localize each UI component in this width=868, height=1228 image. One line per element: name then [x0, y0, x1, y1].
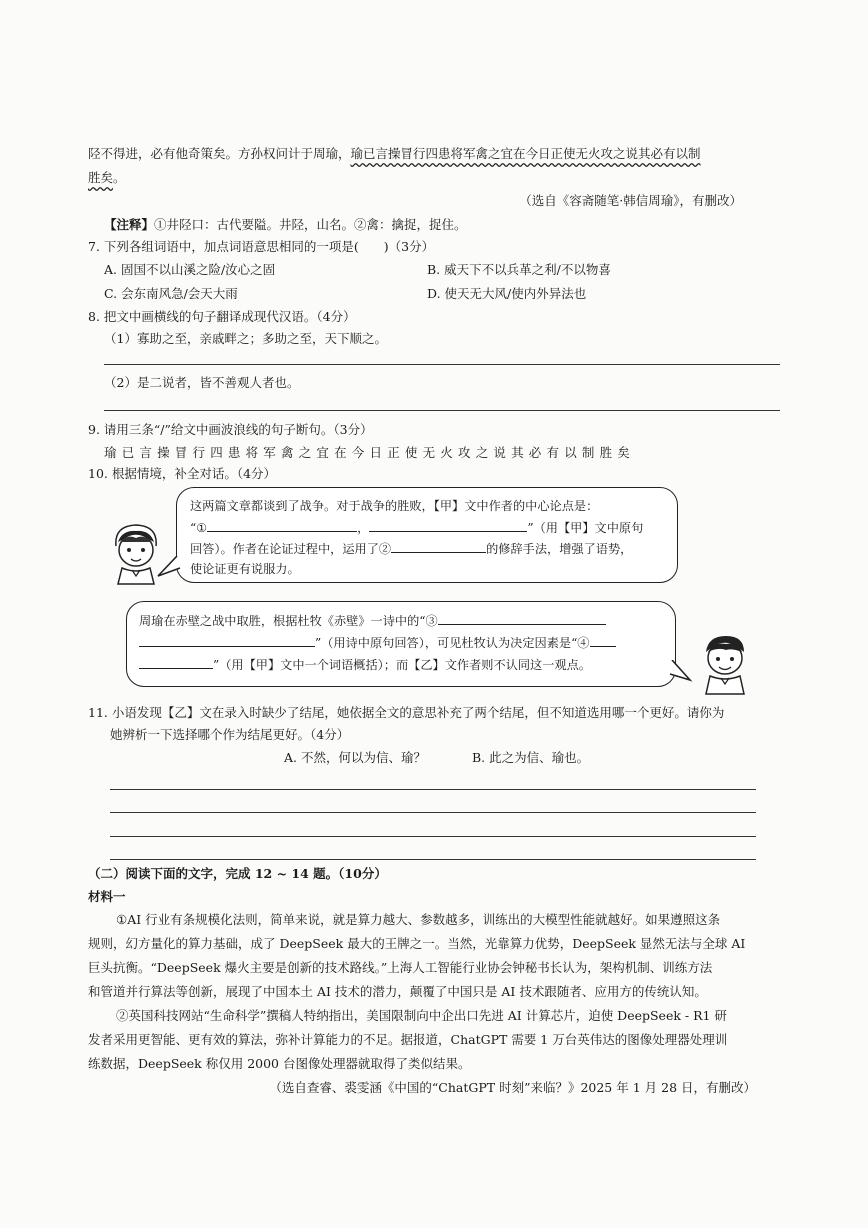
- material-one-label: 材料一: [88, 889, 126, 904]
- bubble1-rhetoric-prompt: 回答）。作者在论证过程中，运用了②: [190, 542, 392, 556]
- answer-blank-3b[interactable]: [139, 634, 315, 647]
- q11-answer-line-2: [110, 812, 756, 813]
- bubble1-line-4: 使论证更有说服力。: [190, 562, 300, 576]
- answer-blank-3a[interactable]: [438, 612, 606, 625]
- bubble2-line-3: [139, 656, 591, 673]
- bubble1-comma: ，: [357, 521, 370, 535]
- q8-answer-line-1: [104, 364, 780, 365]
- q9-sentence: 瑜已言操冒行四患将军禽之宜在今日正使无火攻之说其必有以制胜矣: [104, 445, 636, 460]
- bubble2-tail: [668, 660, 694, 684]
- bubble1-rhetoric-tail: 的修辞手法，增强了语势，: [486, 542, 633, 556]
- q7-option-d: D. 使天无大风/使内外异法也: [427, 286, 587, 301]
- bubble1-line-3: [190, 540, 632, 557]
- bubble2-conclusion: ”（用【甲】文中一个词语概括）；而【乙】文作者则不认同这一观点。: [213, 658, 591, 672]
- dialogue-bubble-2: [126, 601, 676, 687]
- passage-source: （选自《容斋随笔·韩信周瑜》，有删改）: [519, 193, 742, 208]
- q7-option-b: B. 威天下不以兵革之利/不以物喜: [427, 262, 611, 277]
- material-p2-line-2: 发者采用更智能、更有效的算法，弥补计算能力的不足。据报道，ChatGPT 需要 1 万台英伟达的图像处理器处理训: [88, 1032, 728, 1047]
- answer-blank-1a[interactable]: [207, 519, 357, 532]
- bubble1-quote-open: “①: [190, 521, 208, 535]
- q11-option-a: A. 不然，何以为信、瑜？: [284, 750, 426, 765]
- q9-stem: 9. 请用三条“/”给文中画波浪线的句子断句。（3分）: [88, 422, 373, 437]
- q11-option-b: B. 此之为信、瑜也。: [472, 750, 590, 765]
- bubble1-line-1: 这两篇文章都谈到了战争。对于战争的胜败，【甲】文中作者的中心论点是：: [190, 499, 599, 513]
- boy-student-icon: [108, 520, 164, 586]
- dialogue-bubble-1: [176, 487, 678, 583]
- q11-stem-line-1: 11. 小语发现【乙】文在录入时缺少了结尾，她依据全文的意思补充了两个结尾，但不知道选用哪一个更好。请你为: [88, 705, 725, 720]
- material-p1-line-4: 和管道并行算法等创新，展现了中国本土 AI 技术的潜力，颠覆了中国只是 AI 技术跟随者、应用方的传统认知。: [88, 984, 707, 999]
- material-p1-line-2: 规则，幻方量化的算力基础，成了 DeepSeek 最大的王牌之一。当然，光靠算力优势，DeepSeek 显然无法与全球 AI: [88, 936, 746, 951]
- q11-answer-line-4: [110, 859, 756, 860]
- q7-option-a: A. 固国不以山溪之险/汝心之固: [104, 262, 276, 277]
- q8-stem: 8. 把文中画横线的句子翻译成现代汉语。（4分）: [88, 309, 356, 324]
- bubble2-line-2: [139, 634, 616, 651]
- answer-blank-4b[interactable]: [139, 656, 213, 669]
- q8-sentence-1: （1）寡助之至，亲戚畔之；多助之至，天下顺之。: [104, 331, 387, 346]
- notes-text: ①井陉口：古代要隘。井陉，山名。②禽：擒捉，捉住。: [154, 217, 467, 232]
- notes: [104, 217, 467, 234]
- q11-stem-line-2: 她辨析一下选择哪个作为结尾更好。（4分）: [110, 727, 350, 742]
- q7-stem: 7. 下列各组词语中，加点词语意思相同的一项是( )（3分）: [88, 239, 435, 254]
- answer-blank-2[interactable]: [391, 540, 486, 553]
- bubble1-line-2: [190, 519, 643, 536]
- notes-label: 【注释】: [104, 217, 155, 232]
- bubble2-factor-prompt: ”（用诗中原句回答），可见杜牧认为决定因素是“④: [315, 636, 590, 650]
- part2-heading: （二）阅读下面的文字，完成 12 ~ 14 题。（10分）: [88, 866, 387, 881]
- answer-blank-4a[interactable]: [590, 634, 616, 647]
- material-p2-line-1: ②英国科技网站“生命科学”撰稿人特纳指出，美国限制向中企出口先进 AI 计算芯片，迫使 DeepSeek - R1 研: [116, 1008, 727, 1023]
- bubble1-quote-close: ”（用【甲】文中原句: [527, 521, 644, 535]
- material-p1-line-3: 巨头抗衡。“DeepSeek 爆火主要是创新的技术路线。”上海人工智能行业协会钟秘书长认为，架构机制、训练方法: [88, 960, 713, 975]
- material-source: （选自查睿、裘雯涵《中国的“ChatGPT 时刻”来临？》2025 年 1 月 28 日，有删改）: [269, 1080, 756, 1095]
- boy-student-icon-right: [696, 630, 754, 696]
- passage-line-2: [88, 170, 126, 187]
- answer-blank-1b[interactable]: [369, 519, 527, 532]
- passage-line-2-end: 。: [113, 170, 126, 185]
- q11-answer-line-1: [110, 789, 756, 790]
- material-p2-line-3: 练数据，DeepSeek 称仅用 2000 台图像处理器就取得了类似结果。: [88, 1056, 471, 1071]
- material-p1-line-1: ①AI 行业有条规模化法则，简单来说，就是算力越大、参数越多，训练出的大模型性能就越好。如果遵照这条: [116, 912, 721, 927]
- passage-line-1-plain: 陉不得进，必有他奇策矣。方孙权问计于周瑜，: [88, 146, 351, 161]
- q8-sentence-2: （2）是二说者，皆不善观人者也。: [104, 375, 300, 390]
- q8-answer-line-2: [104, 410, 780, 411]
- bubble2-poem-prompt: 周瑜在赤壁之战中取胜，根据杜牧《赤壁》一诗中的“③: [139, 614, 438, 628]
- passage-line-1-wavy: 瑜已言操冒行四患将军禽之宜在今日正使无火攻之说其必有以制: [350, 146, 701, 161]
- bubble2-line-1: [139, 612, 606, 629]
- passage-line-1: [88, 146, 701, 163]
- q7-option-c: C. 会东南风急/会天大雨: [104, 286, 238, 301]
- passage-line-2-wavy: 胜矣: [88, 170, 114, 185]
- q10-stem: 10. 根据情境，补全对话。（4分）: [88, 466, 277, 481]
- q11-answer-line-3: [110, 836, 756, 837]
